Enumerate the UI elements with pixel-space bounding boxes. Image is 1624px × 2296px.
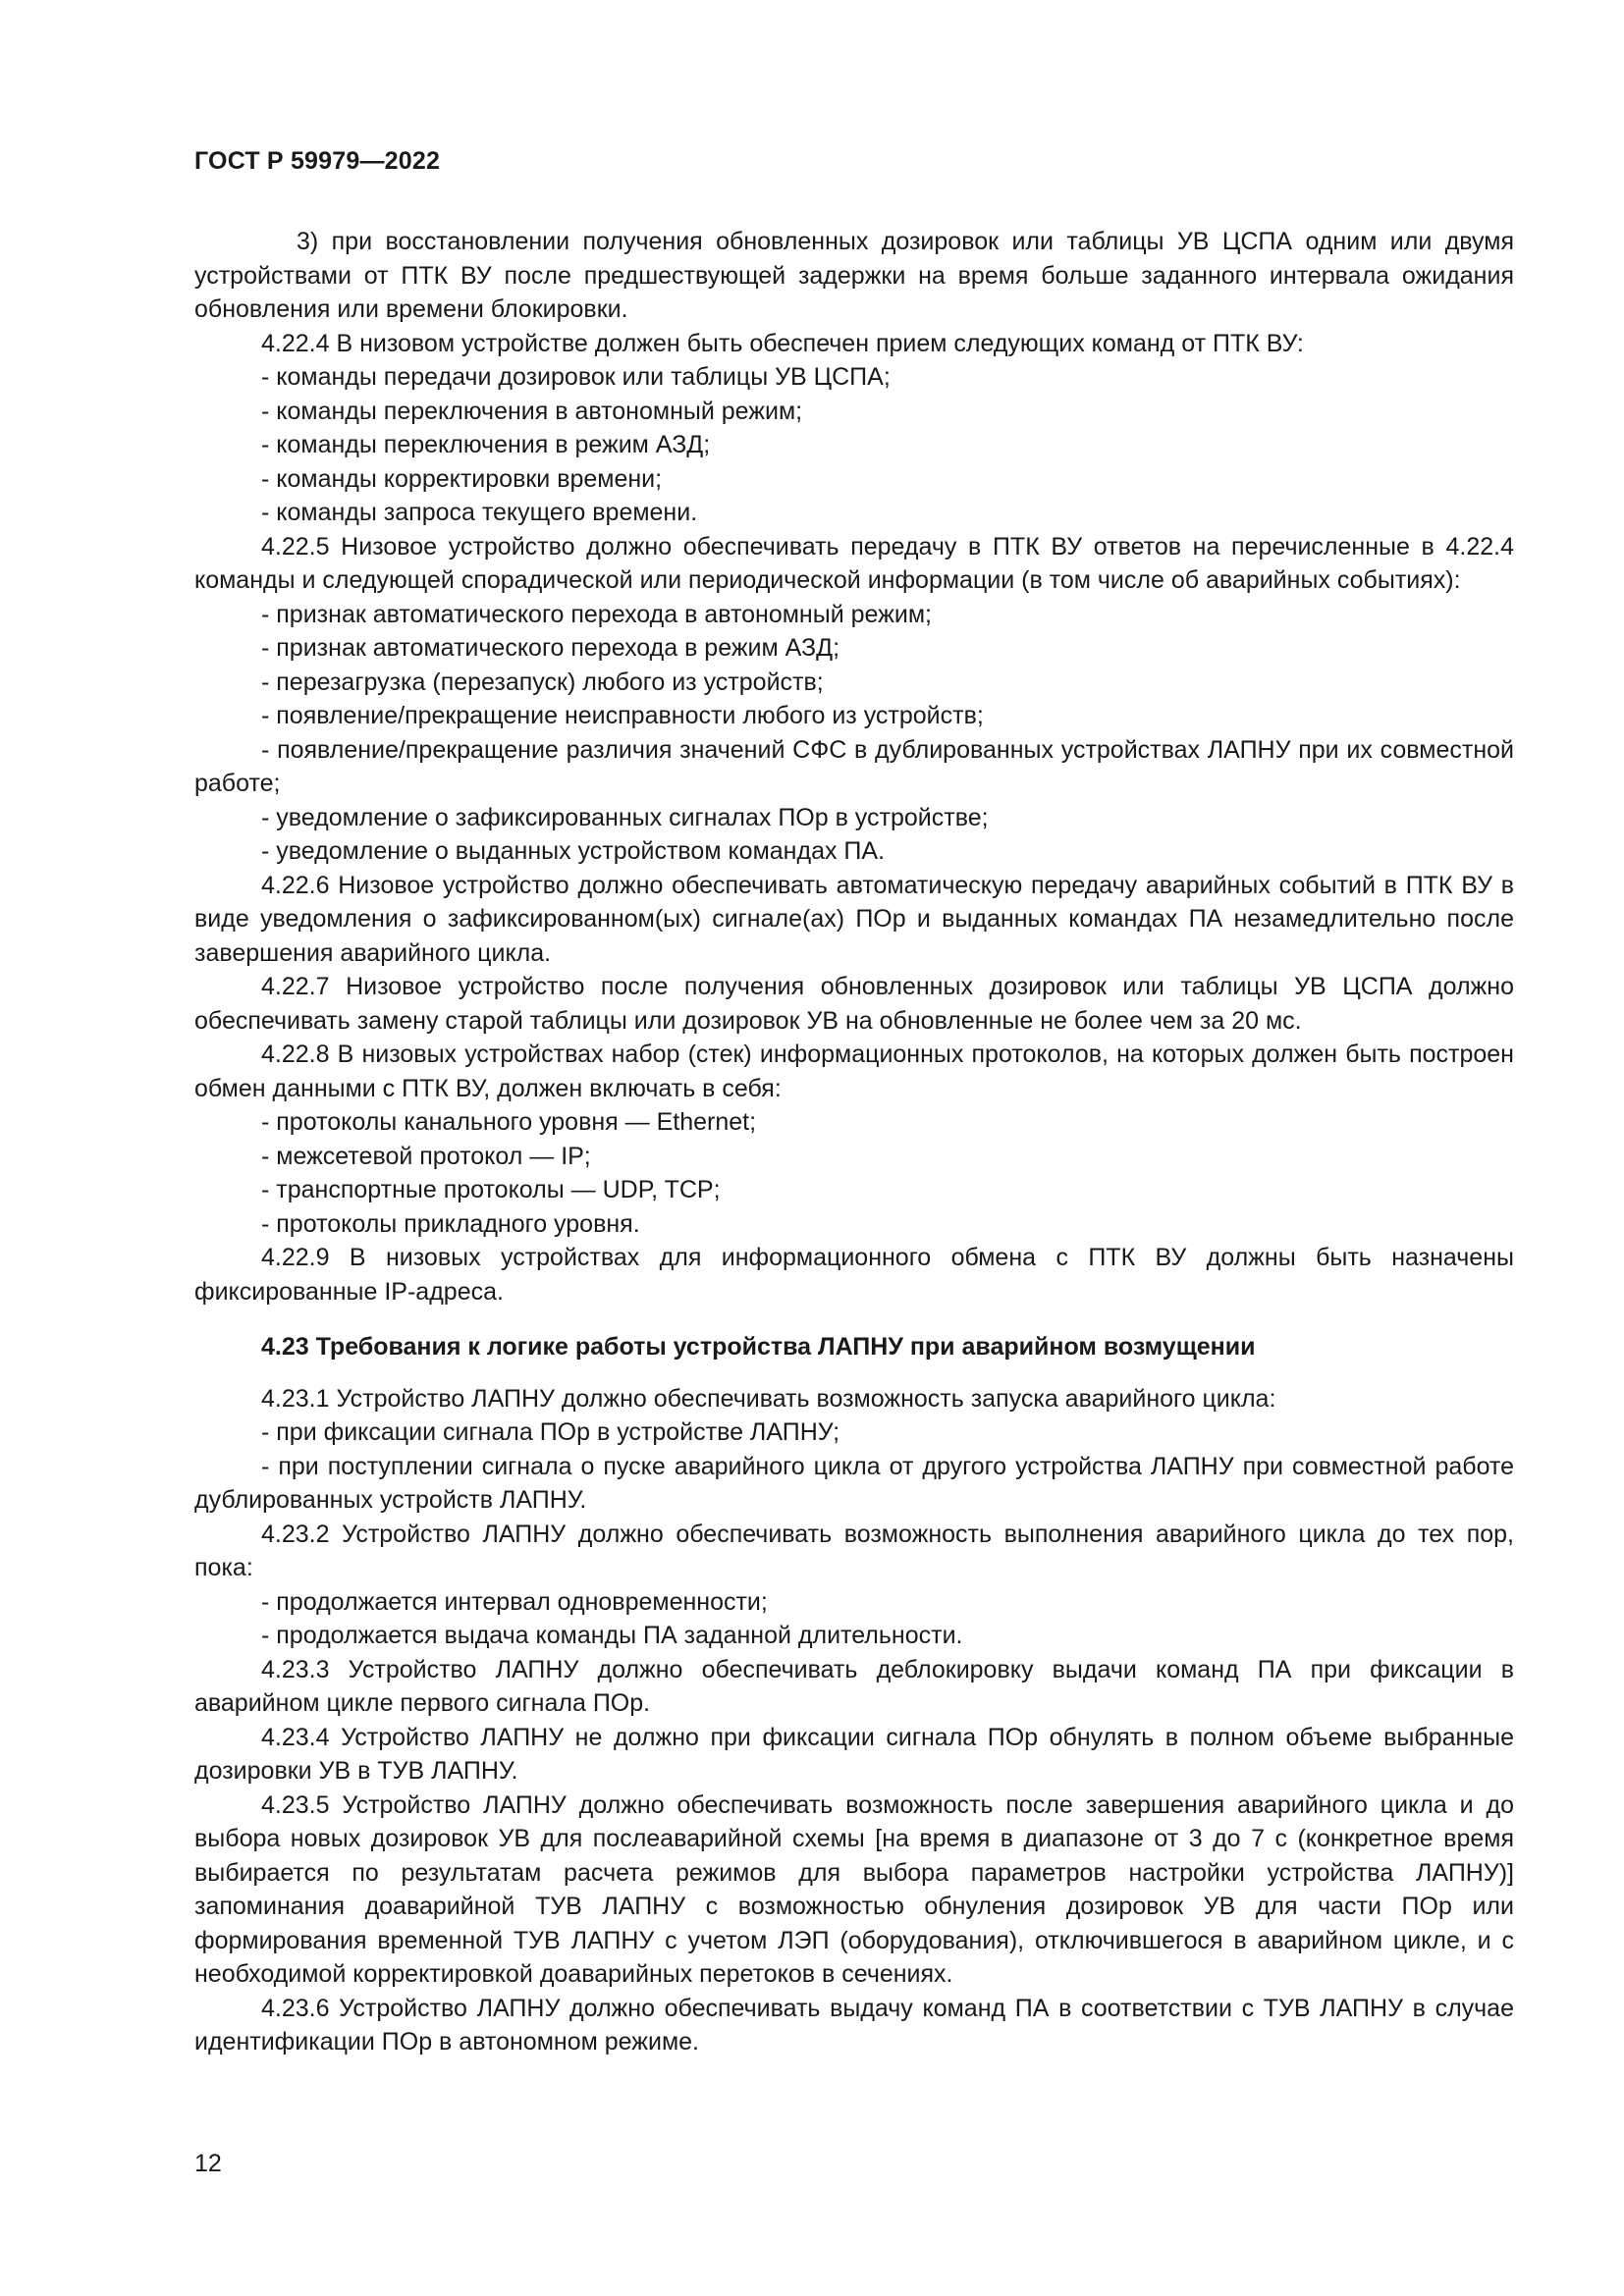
- list-item: - команды переключения в автономный режим;: [261, 397, 803, 425]
- list-item: - признак автоматического перехода в режим АЗД;: [261, 634, 840, 662]
- list-item: - команды передачи дозировок или таблицы УВ ЦСПА;: [261, 363, 891, 391]
- clause-4-23-1: 4.23.1 Устройство ЛАПНУ должно обеспечивать возможность запуска аварийного цикла:: [261, 1384, 1276, 1413]
- paragraph-item-3: 3) при восстановлении получения обновленных дозировок или таблицы УВ ЦСПА одним или двумя устройствами от ПТК ВУ после предшествующей задержки на время больше заданного интервала ожидания обновления или времени блокировки.: [194, 228, 1514, 323]
- page-body: [194, 225, 1514, 2059]
- list-item: - продолжается выдача команды ПА заданной длительности.: [261, 1622, 963, 1649]
- list-item: - появление/прекращение различия значений СФС в дублированных устройствах ЛАПНУ при их совместной работе;: [194, 735, 1514, 797]
- list-item: - уведомление о выданных устройством командах ПА.: [261, 837, 886, 865]
- list-item: - межсетевой протокол — IP;: [261, 1142, 591, 1170]
- clause-4-23-5: 4.23.5 Устройство ЛАПНУ должно обеспечивать возможность после завершения аварийного цикла и до выбора новых дозировок УВ для послеаварийной схемы [на время в диапазоне от 3 до 7 с (конкретное время выбирается по результатам расчета режимов для выбора параметров настройки устройства ЛАПНУ)] запоминания доаварийной ТУВ ЛАПНУ с возможностью обнуления дозировок УВ для части ПОр или формирования временной ТУВ ЛАПНУ с учетом ЛЭП (оборудования), отключившегося в аварийном цикле, и с необходимой корректировкой доаварийных перетоков в сечениях.: [194, 1790, 1514, 1988]
- section-title-4-23: 4.23 Требования к логике работы устройства ЛАПНУ при аварийном возмущении: [261, 1333, 1256, 1361]
- document-header: ГОСТ Р 59979—2022: [194, 147, 441, 175]
- clause-4-22-7: 4.22.7 Низовое устройство после получения обновленных дозировок или таблицы УВ ЦСПА должно обеспечивать замену старой таблицы или дозировок УВ на обновленные не более чем за 20 мс.: [194, 973, 1514, 1035]
- clause-4-23-4: 4.23.4 Устройство ЛАПНУ не должно при фиксации сигнала ПОр обнулять в полном объеме выбранные дозировки УВ в ТУВ ЛАПНУ.: [194, 1723, 1514, 1785]
- clause-4-22-5: 4.22.5 Низовое устройство должно обеспечивать передачу в ПТК ВУ ответов на перечисленные в 4.22.4 команды и следующей спорадической или периодической информации (в том числе об аварийных событиях):: [194, 532, 1514, 594]
- list-item: - команды запроса текущего времени.: [261, 499, 698, 526]
- list-item: - перезагрузка (перезапуск) любого из устройств;: [261, 667, 824, 696]
- list-item: - признак автоматического перехода в автономный режим;: [261, 600, 932, 628]
- list-item: - протоколы прикладного уровня.: [261, 1209, 640, 1238]
- list-item: - транспортные протоколы — UDP, TCP;: [261, 1176, 721, 1203]
- clause-4-22-4: 4.22.4 В низовом устройстве должен быть обеспечен прием следующих команд от ПТК ВУ:: [261, 329, 1304, 357]
- clause-4-23-2: 4.23.2 Устройство ЛАПНУ должно обеспечивать возможность выполнения аварийного цикла до тех пор, пока:: [194, 1520, 1514, 1581]
- list-item: - команды переключения в режим АЗД;: [261, 431, 711, 458]
- list-item: - продолжается интервал одновременности;: [261, 1587, 768, 1616]
- list-item: - при фиксации сигнала ПОр в устройстве ЛАПНУ;: [261, 1418, 840, 1446]
- page-number: 12: [194, 2150, 222, 2177]
- list-item: - протоколы канального уровня — Ethernet;: [261, 1108, 757, 1136]
- clause-4-22-8: 4.22.8 В низовых устройствах набор (стек) информационных протоколов, на которых должен быть построен обмен данными с ПТК ВУ, должен включать в себя:: [194, 1041, 1514, 1102]
- list-item: - при поступлении сигнала о пуске аварийного цикла от другого устройства ЛАПНУ при совместной работе дублированных устройств ЛАПНУ.: [194, 1452, 1514, 1514]
- clause-4-23-6: 4.23.6 Устройство ЛАПНУ должно обеспечивать выдачу команд ПА в соответствии с ТУВ ЛАПНУ в случае идентификации ПОр в автономном режиме.: [194, 1994, 1514, 2056]
- list-item: - команды корректировки времени;: [261, 464, 663, 493]
- clause-4-22-9: 4.22.9 В низовых устройствах для информационного обмена с ПТК ВУ должны быть назначены фиксированные IP-адреса.: [194, 1244, 1514, 1306]
- clause-4-22-6: 4.22.6 Низовое устройство должно обеспечивать автоматическую передачу аварийных событий в ПТК ВУ в виде уведомления о зафиксированном(ых) сигнале(ах) ПОр и выданных командах ПА незамедлительно после завершения аварийного цикла.: [194, 871, 1514, 967]
- list-item: - появление/прекращение неисправности любого из устройств;: [261, 702, 984, 729]
- list-item: - уведомление о зафиксированных сигналах ПОр в устройстве;: [261, 803, 989, 831]
- clause-4-23-3: 4.23.3 Устройство ЛАПНУ должно обеспечивать деблокировку выдачи команд ПА при фиксации в аварийном цикле первого сигнала ПОр.: [194, 1655, 1514, 1717]
